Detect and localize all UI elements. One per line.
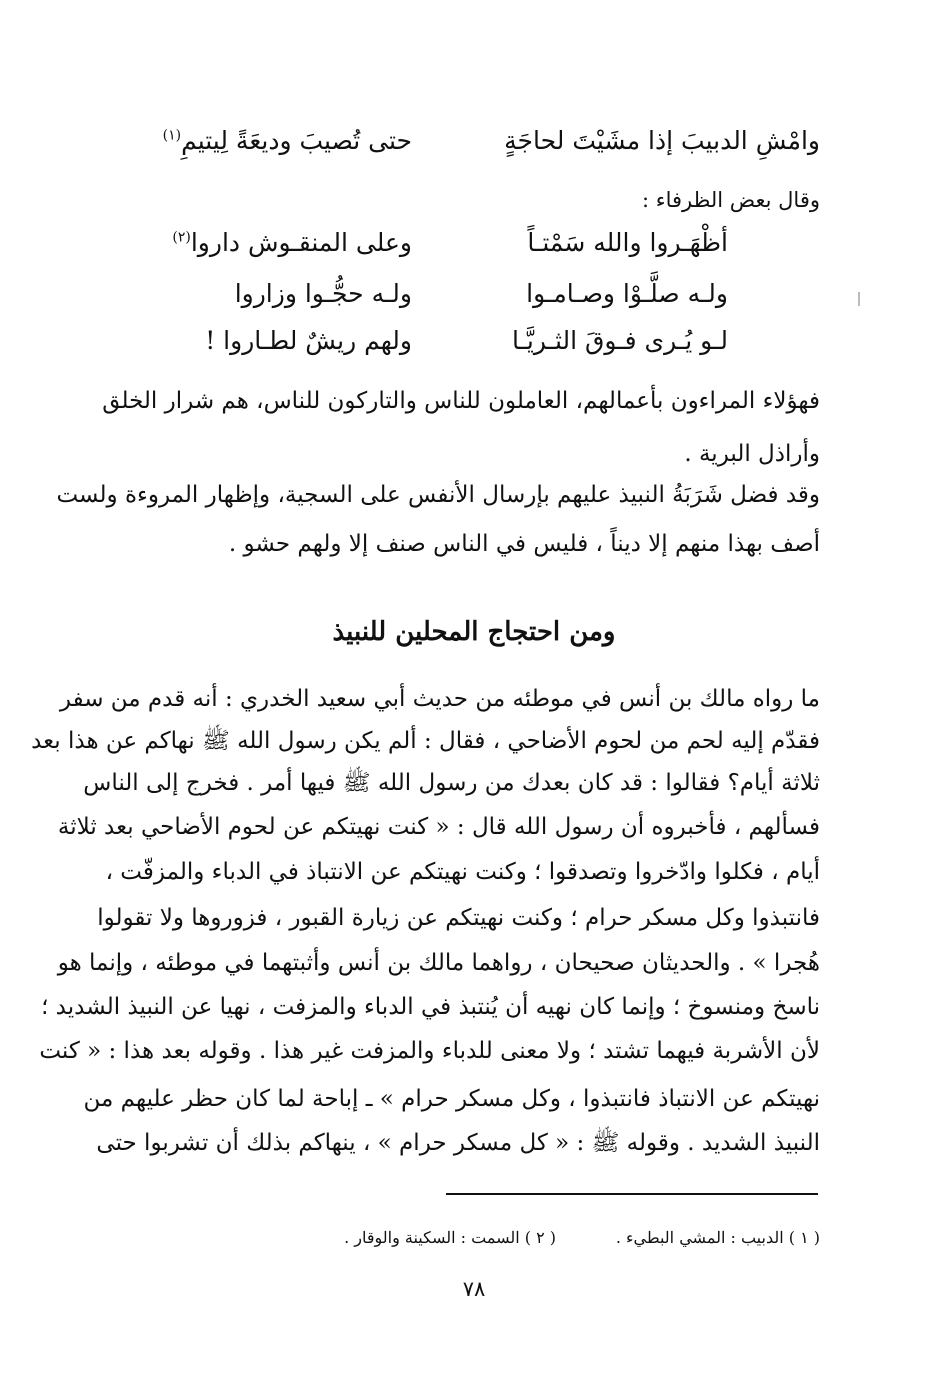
poem1-right-hemistich: وامْشِ الدبيبَ إذا مشَيْتَ لحاجَةٍ (504, 126, 820, 155)
paragraph3-line: ناسخ ومنسوخ ؛ وإنما كان نهيه أن يُنتبذ في الدباء والمزفت ، نهيا عن النبيذ الشديد ؛ (41, 994, 820, 1020)
paragraph3-line: النبيذ الشديد . وقوله ﷺ : « كل مسكر حرام » ، ينهاكم بذلك أن تشربوا حتى (96, 1130, 820, 1156)
section-heading: ومن احتجاج المحلين للنبيذ (332, 617, 616, 647)
paragraph3-line: لأن الأشربة فيهما تشتد ؛ ولا معنى للدباء والمزفت غير هذا . وقوله بعد هذا : « كنت (39, 1038, 820, 1064)
paragraph2-line: أصف بهذا منهم إلا ديناً ، فليس في الناس صنف إلا ولهم حشو . (228, 531, 820, 557)
poem2-verse3-right: لـو يُـرى فـوقَ الثـريَّـا (511, 326, 728, 355)
paragraph1-line: وأراذل البرية . (684, 441, 820, 467)
paragraph3-line: ما رواه مالك بن أنس في موطئه من حديث أبي سعيد الخدري : أنه قدم من سفر (59, 686, 820, 712)
paragraph3-line: فسألهم ، فأخبروه أن رسول الله قال : « كنت نهيتكم عن لحوم الأضاحي بعد ثلاثة (57, 814, 820, 840)
paragraph3-line: فقدّم إليه لحم من لحوم الأضاحي ، فقال : ألم يكن رسول الله ﷺ نهاكم عن هذا بعد (31, 728, 820, 754)
poem2-verse3-left: ولهم ريشٌ لطـاروا ! (205, 326, 412, 355)
poem2-verse1-right: أظْهَـروا والله سَمْتـاً (527, 228, 728, 257)
footnote-2: ( ٢ ) السمت : السكينة والوقار . (344, 1228, 556, 1247)
paragraph2-line: وقد فضل شَرَبَةُ النبيذ عليهم بإرسال الأنفس على السجية، وإظهار المروءة ولست (56, 482, 820, 508)
scan-speck (858, 292, 860, 306)
footnote-marker: (٢) (172, 229, 191, 246)
paragraph3-line: فانتبذوا وكل مسكر حرام ؛ وكنت نهيتكم عن زيارة القبور ، فزوروها ولا تقولوا (97, 905, 820, 931)
footnote-divider (446, 1193, 818, 1195)
paragraph3-line: أيام ، فكلوا وادّخروا وتصدقوا ؛ وكنت نهيتكم عن الانتباذ في الدباء والمزفّت ، (105, 859, 820, 885)
footnote-marker: (١) (162, 127, 182, 144)
intro-line: وقال بعض الظرفاء : (642, 188, 820, 212)
poem2-verse2-right: ولـه صلَّـوْا وصـامـوا (526, 279, 728, 308)
paragraph1-line: فهؤلاء المراءون بأعمالهم، العاملون للناس والتاركون للناس، هم شرار الخلق (102, 388, 820, 414)
paragraph3-line: ثلاثة أيام؟ فقالوا : قد كان بعدك من رسول الله ﷺ فيها أمر . فخرج إلى الناس (83, 770, 820, 796)
paragraph3-line: هُجرا » . والحديثان صحيحان ، رواهما مالك بن أنس وأثبتهما في موطئه ، وإنما هو (57, 950, 820, 976)
paragraph3-line: نهيتكم عن الانتباذ فانتبذوا ، وكل مسكر حرام » ـ إباحة لما كان حظر عليهم من (83, 1086, 820, 1112)
poem2-verse1-left: وعلى المنقـوش داروا$^{(٢)}$ (172, 228, 412, 257)
page-number: ٧٨ (462, 1277, 486, 1301)
footnote-1: ( ١ ) الدبيب : المشي البطيء . (615, 1228, 820, 1247)
poem2-verse2-left: ولـه حجُّـوا وزاروا (234, 279, 412, 308)
poem1-left-hemistich: حتى تُصيبَ وديعَةً لِيتيمِ$^{(١)}$ (162, 126, 412, 155)
